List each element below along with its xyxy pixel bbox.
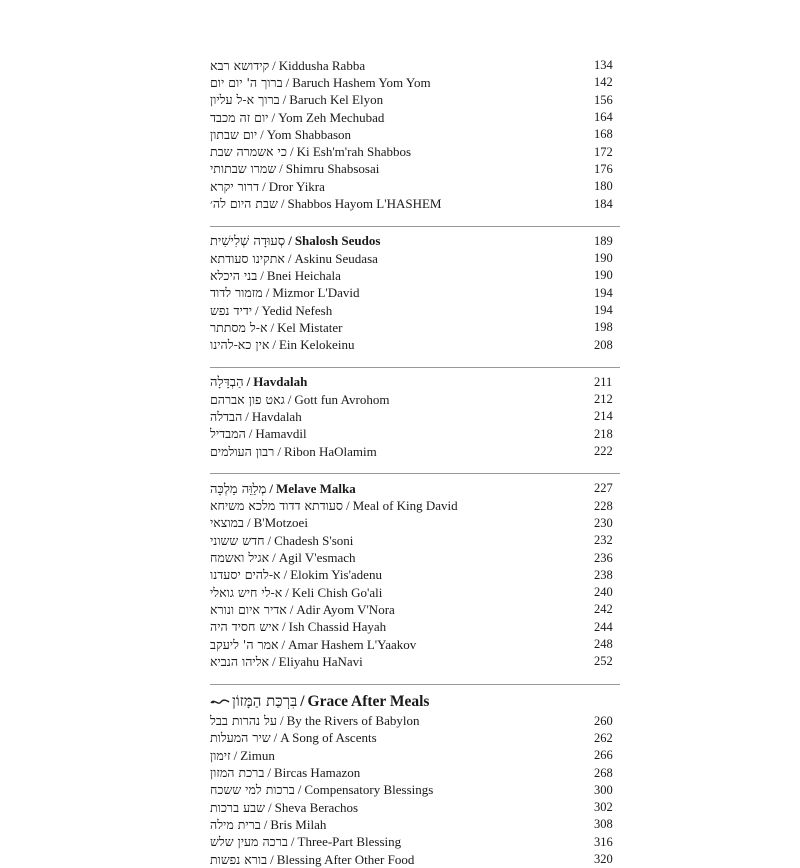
title-separator: / — [288, 233, 292, 249]
entry-english: Gott fun Avrohom — [294, 391, 390, 407]
toc-entry — [210, 654, 363, 670]
entry-page-number: 316 — [594, 834, 613, 849]
entry-separator: / — [271, 109, 276, 125]
toc-row — [210, 74, 620, 91]
entry-english: Baruch Hashem Yom Yom — [292, 74, 431, 90]
entry-english: Zimun — [240, 747, 275, 763]
entry-english: Agil V'esmach — [278, 550, 356, 566]
toc-row — [210, 195, 620, 212]
entry-separator: / — [280, 196, 285, 212]
entry-separator: / — [285, 584, 289, 600]
toc-entry — [210, 268, 341, 284]
flourish-icon — [210, 697, 230, 707]
entry-page-number: 248 — [594, 637, 613, 652]
entry-english: Blessing After Other Food — [276, 851, 415, 867]
entry-hebrew: א-ל מסתתר — [210, 319, 268, 335]
entry-english: Ein Kelokeinu — [278, 337, 355, 353]
entry-separator: / — [270, 851, 274, 867]
entry-page-number: 252 — [594, 654, 613, 669]
entry-hebrew: שבת היום לה׳ — [210, 196, 278, 212]
section-title-english: Melave Malka — [275, 480, 356, 496]
entry-english: Hamavdil — [255, 426, 307, 442]
entry-page-number: 232 — [594, 533, 613, 548]
entry-english: Yom Shabbason — [266, 126, 352, 142]
entry-page-number: 236 — [594, 550, 613, 565]
entry-english: Baruch Kel Elyon — [289, 92, 384, 108]
entry-hebrew: אדיר איום ונורא — [210, 601, 287, 617]
entry-english: Sheva Berachos — [274, 799, 359, 815]
entry-page-number: 212 — [594, 392, 613, 407]
entry-page-number: 190 — [594, 251, 613, 266]
toc-entry — [210, 426, 307, 442]
entry-page-number: 218 — [594, 426, 613, 441]
entry-hebrew: יום זה מכבד — [210, 109, 269, 125]
toc-row — [210, 178, 620, 195]
entry-separator: / — [281, 636, 286, 652]
toc-row — [210, 126, 620, 143]
entry-page-number: 164 — [594, 110, 613, 125]
toc-entry — [210, 144, 411, 160]
entry-separator: / — [277, 443, 281, 459]
entry-page-number: 134 — [594, 58, 613, 73]
entry-page-number: 194 — [594, 303, 613, 317]
toc-entry — [210, 320, 342, 336]
entry-separator: / — [290, 834, 295, 850]
entry-page-number: 142 — [594, 75, 613, 90]
entry-page-number: 230 — [594, 515, 613, 530]
toc-row — [210, 92, 620, 109]
section-title — [210, 481, 356, 497]
title-separator: / — [300, 693, 305, 710]
toc-entry — [210, 567, 382, 583]
toc-entry — [210, 713, 420, 729]
entry-separator: / — [267, 765, 271, 781]
toc-entry — [210, 585, 382, 601]
toc-entry — [210, 765, 360, 781]
entry-english: Elokim Yis'adenu — [290, 567, 382, 583]
toc-row — [210, 57, 620, 74]
section-heading — [210, 374, 620, 391]
section-title-hebrew: הַבְדָּלָה — [210, 375, 244, 391]
toc-entry — [210, 303, 332, 319]
toc-row — [210, 713, 620, 730]
section-title — [210, 692, 429, 711]
entry-hebrew: ברכת המזון — [210, 765, 265, 781]
section-title-english: Havdalah — [253, 374, 308, 390]
toc-row — [210, 782, 620, 799]
entry-hebrew: אמר ה' ליעקב — [210, 636, 279, 652]
toc-entry — [210, 834, 401, 850]
section-page-number: 211 — [594, 374, 613, 389]
toc-row — [210, 532, 620, 549]
entry-hebrew: המבדיל — [210, 426, 246, 442]
toc-entry — [210, 92, 383, 108]
entry-hebrew: איש חסיד היה — [210, 619, 280, 635]
toc-entry — [210, 533, 353, 549]
section-heading — [210, 233, 620, 250]
entry-separator: / — [233, 747, 238, 763]
entry-english: Yom Zeh Mechubad — [278, 109, 385, 125]
entry-english: Shabbos Hayom L'HASHEM — [287, 196, 442, 212]
entry-english: Chadesh S'soni — [274, 532, 354, 548]
entry-english: Keli Chish Go'ali — [291, 584, 383, 600]
toc-entry — [210, 748, 275, 764]
entry-page-number: 262 — [594, 730, 613, 745]
entry-english: Yedid Nefesh — [261, 302, 333, 318]
toc-entry — [210, 251, 378, 267]
entry-separator: / — [289, 601, 294, 617]
entry-page-number: 214 — [594, 409, 613, 424]
entry-hebrew: ברוך א-ל עליון — [210, 92, 280, 108]
entry-hebrew: חדש ששוני — [210, 532, 265, 548]
entry-page-number: 260 — [594, 713, 613, 728]
entry-english: Shimru Shabsosai — [285, 161, 380, 177]
toc-entry — [210, 444, 377, 460]
section-gap — [210, 460, 620, 466]
entry-page-number: 242 — [594, 602, 613, 617]
entry-page-number: 222 — [594, 444, 613, 459]
title-separator: / — [269, 480, 273, 496]
entry-separator: / — [272, 337, 276, 353]
entry-separator: / — [272, 57, 276, 73]
toc-row — [210, 747, 620, 764]
section-title-hebrew: מְלַוֵּה מַלְכָּה — [210, 481, 267, 497]
toc-row — [210, 834, 620, 851]
toc-row — [210, 267, 620, 284]
toc-entry — [210, 179, 325, 195]
entry-separator: / — [260, 126, 264, 142]
entry-english: Askinu Seudasa — [294, 250, 378, 266]
toc-entry — [210, 800, 358, 816]
entry-separator: / — [289, 144, 294, 160]
entry-hebrew: אגיל ואשמח — [210, 550, 270, 566]
entry-separator: / — [260, 267, 264, 283]
entry-separator: / — [265, 285, 270, 301]
toc-row — [210, 426, 620, 443]
toc-entry — [210, 58, 365, 74]
entry-separator: / — [270, 319, 275, 335]
entry-hebrew: א-להים יסעדנו — [210, 567, 281, 583]
toc-row — [210, 250, 620, 267]
entry-hebrew: אתקינו סעודתא — [210, 250, 285, 266]
entry-separator: / — [279, 161, 283, 177]
toc-entry — [210, 550, 356, 566]
entry-page-number: 168 — [594, 127, 613, 142]
entry-hebrew: במוצאי — [210, 515, 244, 531]
section-page-number: 189 — [594, 233, 613, 248]
entry-page-number: 190 — [594, 268, 613, 283]
section-divider — [210, 473, 620, 474]
section-title — [210, 374, 307, 390]
entry-hebrew: הבדלה — [210, 408, 243, 424]
entry-english: Bris Milah — [270, 816, 327, 832]
toc-entry — [210, 637, 416, 653]
toc-entry — [210, 515, 308, 531]
entry-separator: / — [279, 713, 284, 729]
entry-separator: / — [255, 302, 259, 318]
toc-entry — [210, 337, 354, 353]
entry-english: Bnei Heichala — [266, 267, 341, 283]
entry-hebrew: ברית מילה — [210, 816, 261, 832]
entry-hebrew: ברוך ה' יום יום — [210, 74, 283, 90]
toc-entry — [210, 817, 326, 833]
entry-english: Ki Esh'm'rah Shabbos — [296, 144, 412, 160]
section-title-english: Grace After Meals — [307, 693, 430, 710]
toc-entry — [210, 75, 431, 91]
entry-page-number: 184 — [594, 196, 613, 211]
toc-row — [210, 549, 620, 566]
section-heading — [210, 480, 620, 497]
entry-hebrew: ידיד נפש — [210, 302, 253, 318]
toc-row — [210, 443, 620, 460]
section-divider — [210, 684, 620, 685]
section-gap — [210, 213, 620, 219]
entry-separator: / — [282, 92, 287, 108]
section-divider — [210, 367, 620, 368]
entry-page-number: 240 — [594, 585, 613, 600]
entry-page-number: 194 — [594, 285, 613, 300]
entry-hebrew: ברכה מעין שלש — [210, 834, 288, 850]
entry-separator: / — [263, 816, 268, 832]
entry-english: Meal of King David — [352, 498, 458, 514]
toc-row — [210, 584, 620, 601]
entry-separator: / — [285, 74, 290, 90]
entry-hebrew: זימון — [210, 747, 231, 763]
entry-page-number: 266 — [594, 748, 613, 763]
entry-separator: / — [287, 391, 292, 407]
entry-separator: / — [287, 250, 292, 266]
toc-entry — [210, 730, 377, 746]
toc-row — [210, 730, 620, 747]
section-heading — [210, 691, 620, 713]
toc-entry — [210, 602, 395, 618]
section-gap — [210, 671, 620, 677]
toc-row — [210, 636, 620, 653]
toc-row — [210, 764, 620, 781]
entry-hebrew: אין כא-להינו — [210, 337, 270, 353]
entry-english: Bircas Hamazon — [273, 765, 361, 781]
entry-english: Three-Part Blessing — [297, 834, 402, 850]
entry-separator: / — [272, 653, 276, 669]
entry-page-number: 228 — [594, 498, 613, 513]
toc-row — [210, 619, 620, 636]
entry-hebrew: אליהו הנביא — [210, 653, 270, 669]
entry-hebrew: מזמור לדוד — [210, 285, 263, 301]
entry-hebrew: קידושא רבא — [210, 57, 270, 73]
entry-hebrew: גאט פון אברהם — [210, 391, 285, 407]
toc-row — [210, 109, 620, 126]
entry-page-number: 176 — [594, 161, 613, 176]
entry-separator: / — [246, 515, 251, 531]
toc-row — [210, 851, 620, 868]
toc-entry — [210, 285, 360, 301]
entry-english: By the Rivers of Babylon — [286, 713, 420, 729]
entry-hebrew: ברכות למי ששכח — [210, 782, 295, 798]
entry-hebrew: בני היכלא — [210, 267, 258, 283]
entry-english: Eliyahu HaNavi — [278, 653, 363, 669]
toc-row — [210, 143, 620, 160]
entry-english: Compensatory Blessings — [304, 782, 434, 798]
entry-english: B'Motzoei — [253, 515, 308, 531]
section-divider — [210, 226, 620, 227]
entry-separator: / — [268, 799, 272, 815]
entry-separator: / — [262, 178, 266, 194]
entry-english: Kel Mistater — [277, 319, 343, 335]
toc-entry — [210, 409, 302, 425]
table-of-contents — [210, 57, 620, 868]
entry-english: Ribon HaOlamim — [283, 443, 377, 459]
toc-entry — [210, 127, 351, 143]
toc-row — [210, 161, 620, 178]
toc-row — [210, 601, 620, 618]
entry-separator: / — [283, 567, 288, 583]
entry-hebrew: רבון העולמים — [210, 443, 275, 459]
toc-entry — [210, 782, 433, 798]
toc-row — [210, 515, 620, 532]
entry-separator: / — [248, 426, 253, 442]
entry-page-number: 238 — [594, 567, 613, 582]
entry-hebrew: כי אשמרה שבת — [210, 144, 287, 160]
entry-english: Ish Chassid Hayah — [288, 619, 387, 635]
toc-row — [210, 816, 620, 833]
entry-separator: / — [282, 619, 286, 635]
section-page-number: 227 — [594, 481, 613, 496]
toc-row — [210, 302, 620, 319]
entry-page-number: 198 — [594, 320, 613, 335]
entry-hebrew: על נהרות בבל — [210, 713, 277, 729]
entry-english: Dror Yikra — [268, 178, 325, 194]
entry-english: Kiddusha Rabba — [278, 57, 366, 73]
entry-hebrew: סעודתא דדוד מלכא משיחא — [210, 498, 343, 514]
entry-page-number: 300 — [594, 782, 613, 797]
toc-entry — [210, 498, 458, 514]
toc-entry — [210, 852, 414, 868]
entry-english: Amar Hashem L'Yaakov — [288, 636, 417, 652]
entry-page-number: 320 — [594, 852, 613, 867]
section-title-hebrew: בִּרְכַּת הַמָּזוֹן — [232, 692, 298, 710]
toc-entry — [210, 392, 389, 408]
entry-page-number: 172 — [594, 144, 613, 159]
toc-row — [210, 391, 620, 408]
entry-page-number: 244 — [594, 619, 613, 634]
entry-english: A Song of Ascents — [280, 730, 377, 746]
toc-row — [210, 285, 620, 302]
entry-english: Havdalah — [251, 408, 302, 424]
entry-hebrew: שבע ברכות — [210, 799, 266, 815]
entry-hebrew: א-לי חיש גואלי — [210, 584, 283, 600]
entry-page-number: 156 — [594, 92, 613, 107]
entry-separator: / — [273, 730, 278, 746]
entry-page-number: 180 — [594, 179, 613, 194]
toc-row — [210, 408, 620, 425]
entry-separator: / — [267, 532, 272, 548]
toc-row — [210, 653, 620, 670]
entry-separator: / — [272, 550, 276, 566]
toc-row — [210, 498, 620, 515]
entry-english: Mizmor L'David — [272, 285, 360, 301]
toc-row — [210, 336, 620, 353]
entry-hebrew: דרור יקרא — [210, 178, 260, 194]
toc-row — [210, 567, 620, 584]
entry-separator: / — [345, 498, 350, 514]
entry-page-number: 302 — [594, 800, 613, 815]
toc-row — [210, 319, 620, 336]
section-title — [210, 233, 380, 249]
entry-hebrew: יום שבתון — [210, 126, 258, 142]
section-title-english: Shalosh Seudos — [294, 233, 381, 249]
toc-entry — [210, 619, 386, 635]
toc-entry — [210, 196, 441, 212]
section-title-hebrew: סְעוּדָה שְׁלִישִׁית — [210, 234, 286, 250]
entry-page-number: 208 — [594, 337, 613, 352]
entry-separator: / — [245, 408, 249, 424]
toc-row — [210, 799, 620, 816]
entry-page-number: 268 — [594, 765, 613, 780]
entry-hebrew: שמרו שבתותי — [210, 161, 277, 177]
entry-hebrew: בורא נפשות — [210, 851, 268, 867]
entry-hebrew: שיר המעלות — [210, 730, 271, 746]
entry-page-number: 308 — [594, 817, 613, 832]
toc-entry — [210, 161, 379, 177]
entry-english: Adir Ayom V'Nora — [296, 601, 395, 617]
entry-separator: / — [297, 782, 302, 798]
toc-entry — [210, 110, 384, 126]
title-separator: / — [246, 374, 251, 390]
section-gap — [210, 354, 620, 360]
